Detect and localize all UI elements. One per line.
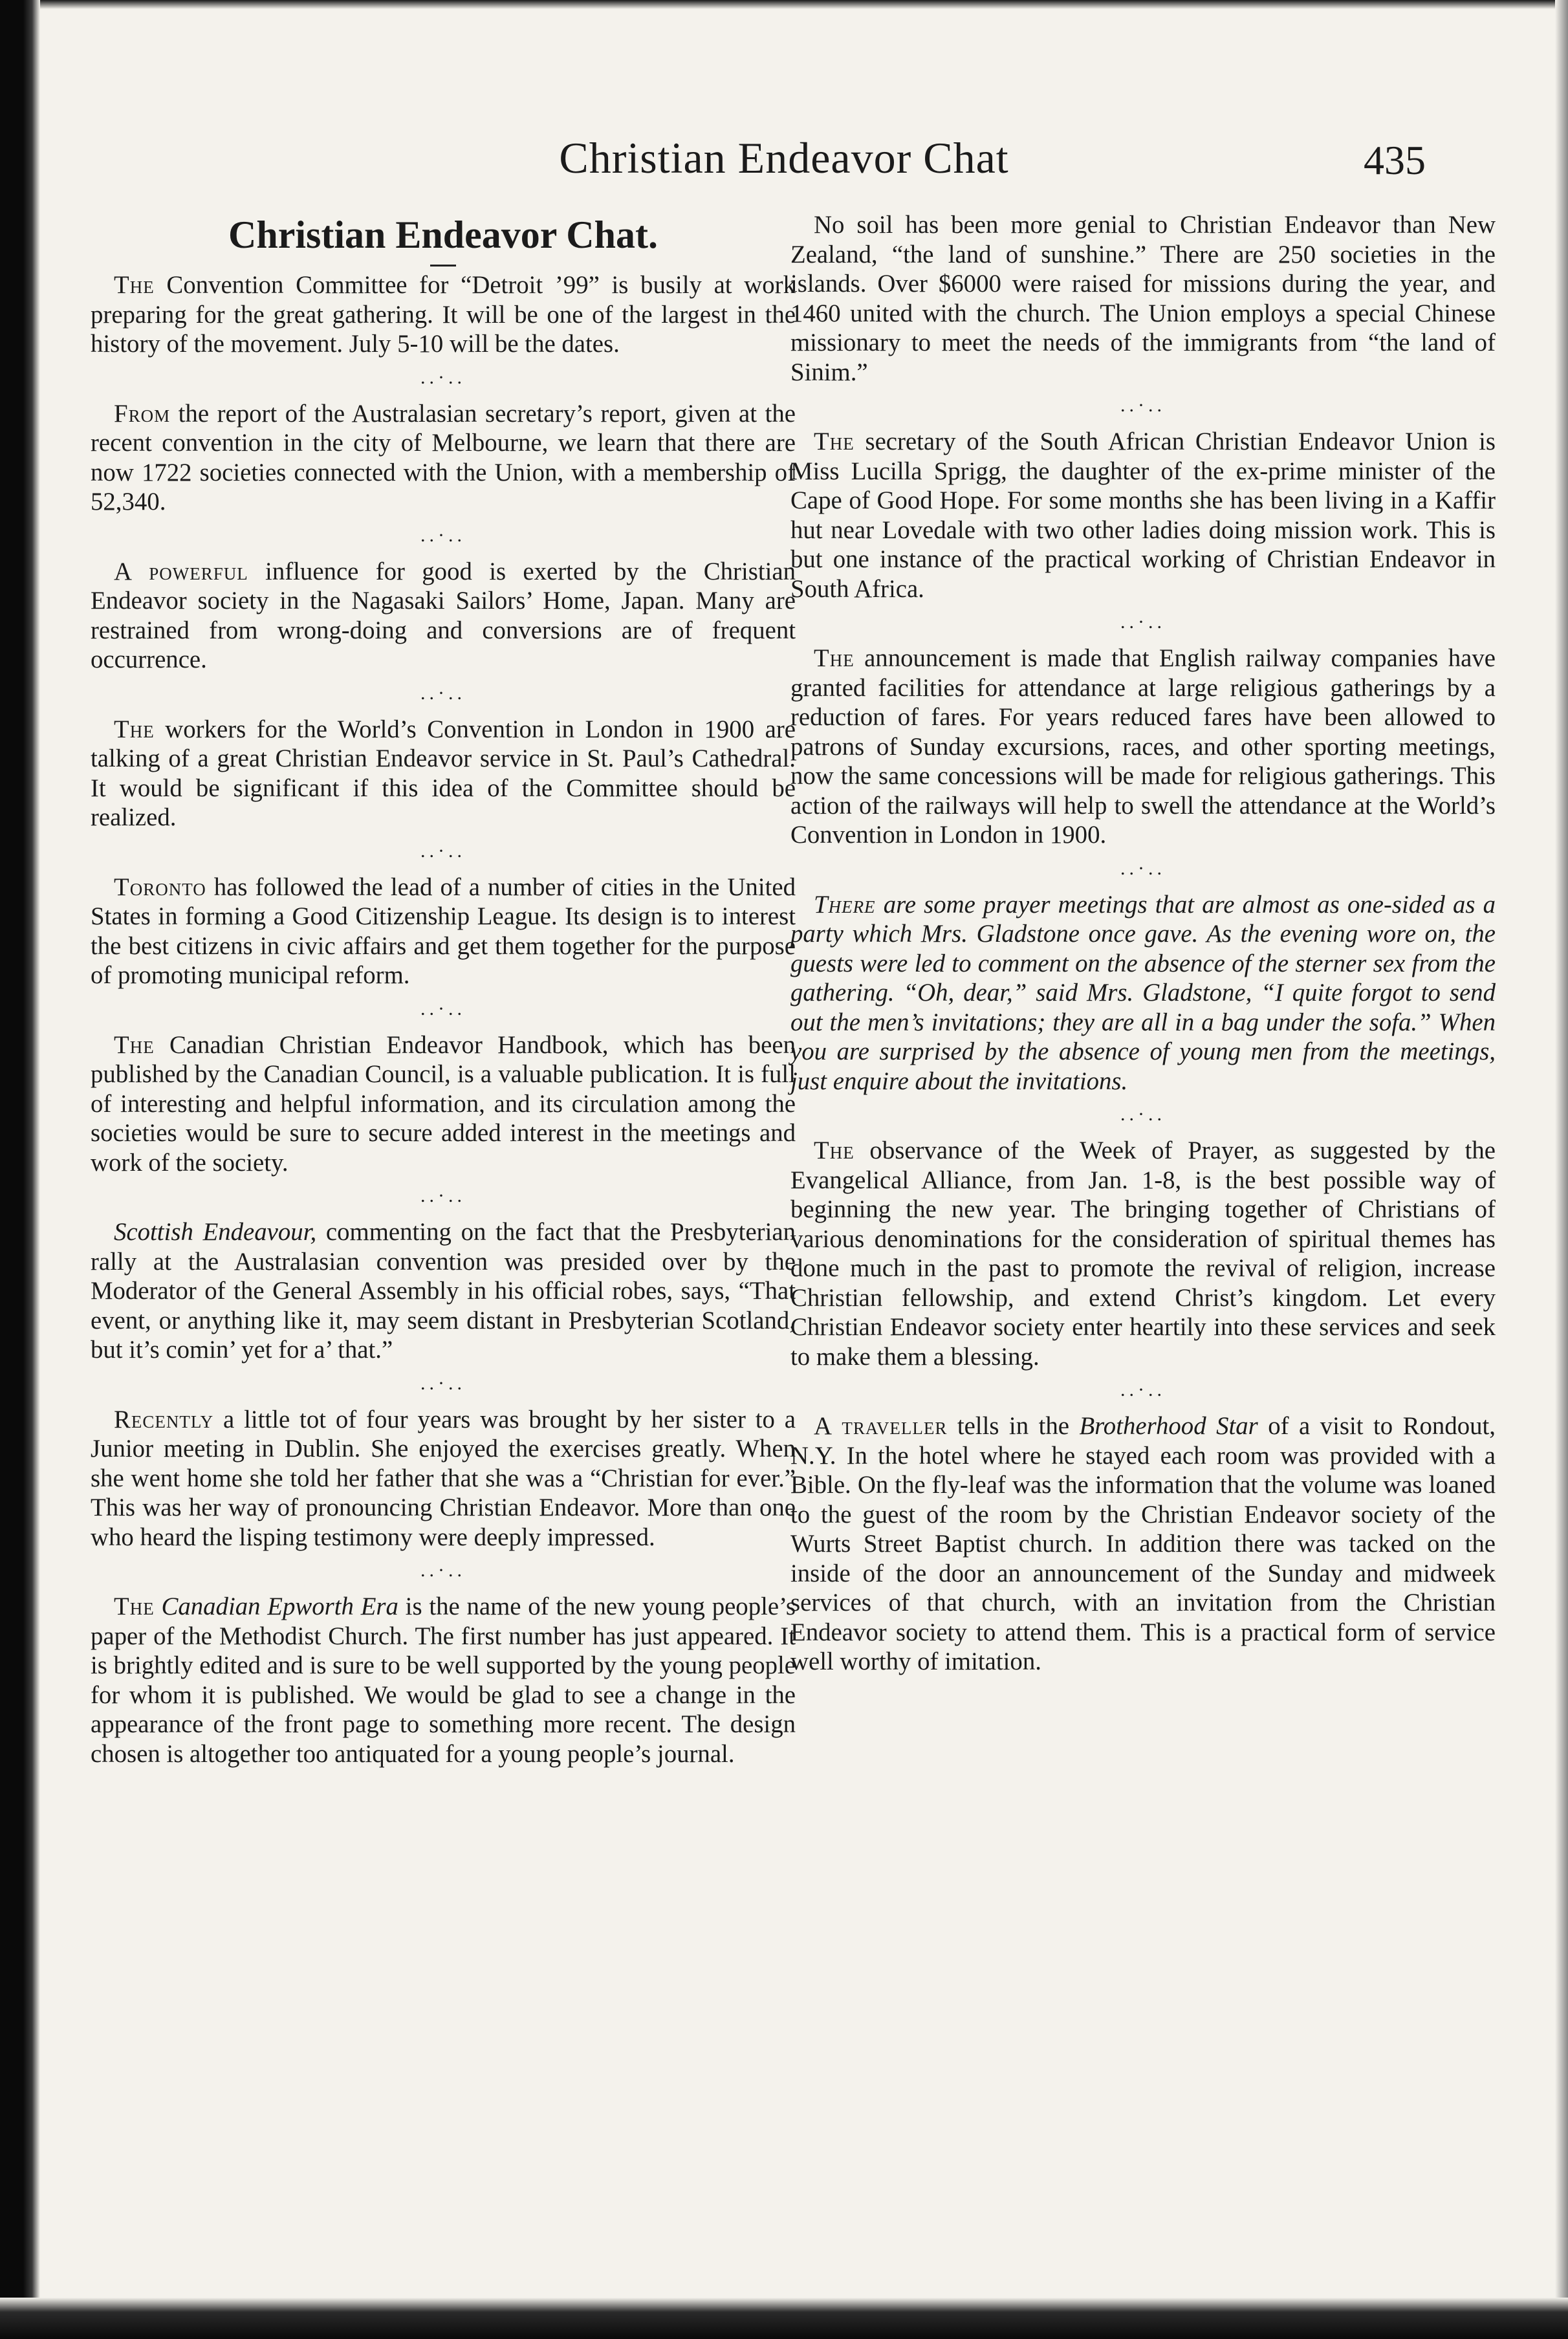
periodical-name: Brotherhood Star [1069, 1412, 1258, 1440]
page-top-shadow [0, 0, 1568, 9]
lead-word: There [814, 890, 876, 919]
separator: ..·.. [1120, 395, 1166, 416]
title-rule [430, 265, 456, 267]
page-bottom-shadow [0, 2298, 1568, 2339]
item-text: is the name of the new young people’s paper of the Methodist Church. The first number has just appeared. It is brightly edited and is sure to be well supported by the young people for whom it is published. We would be glad to see a change in the appearance of the front page to something more recent. The design chosen is altogether too antiquated for a young people’s journal. [91, 1593, 796, 1768]
page-right-edge [1555, 0, 1568, 2339]
lead-word: Recently [114, 1405, 214, 1433]
lead-word: The [114, 1030, 155, 1059]
running-head [0, 133, 1568, 197]
item-nagasaki [91, 557, 796, 675]
left-column [91, 210, 796, 2203]
item-dublin-junior [91, 1405, 796, 1552]
item-text: No soil has been more genial to Christian Endeavor than New Zealand, “the land of sunshine.” There are 250 societies in the islands. Over $6000 were raised for missions during the year, and 1460 united with the church. The Union employs a special Chinese missionary to meet the needs of the immigrants from “the land of Sinim.” [790, 211, 1496, 386]
item-detroit-convention [91, 270, 796, 359]
item-text: the report of the Australasian secretary’s report, given at the recent convention in the city of Melbourne, we learn that there are now 1722 societies connected with the Union, with a membership of 52,340. [91, 399, 796, 516]
item-text: commenting on the fact that the Presbyterian rally at the Australasian convention was presided over by the Moderator of the General Assembly in his official robes, says, “That event, or anything like it, may seem distant in Presbyterian Scotland, but it’s comin’ yet for a’ that.” [91, 1218, 796, 1364]
item-london-convention [91, 715, 796, 832]
separator: ..·.. [1120, 1379, 1166, 1400]
separator: ..·.. [420, 1560, 466, 1581]
lead-word: The [814, 644, 855, 672]
item-handbook [91, 1030, 796, 1178]
lead-word: The [114, 715, 155, 743]
item-text: a little tot of four years was brought by her sister to a Junior meeting in Dublin. She enjoyed the exercises greatly. When she went home she told her father that she was a “Christian for ever.” This was her way of pronouncing Christian Endeavor. More than one who heard the lisping testimony were deeply impressed. [91, 1405, 796, 1551]
item-text: tells in the [947, 1412, 1069, 1440]
lead-word: From [114, 399, 171, 428]
lead-italic: Scottish Endeavour, [114, 1218, 317, 1246]
item-south-africa [790, 427, 1496, 604]
separator: ..·.. [420, 366, 466, 388]
item-rondout-bible [790, 1411, 1496, 1677]
item-text: has followed the lead of a number of cities in the United States in forming a Good Citizenship League. Its design is to interest the best citizens in civic affairs and get them together for the purpose of promoting municipal reform. [91, 873, 796, 989]
separator: ..·.. [420, 682, 466, 704]
separator: ..·.. [420, 840, 466, 862]
lead-word: The [814, 1137, 855, 1164]
lead-word: A powerful [114, 557, 248, 585]
item-new-zealand [790, 210, 1496, 387]
right-column [790, 210, 1496, 2203]
item-text: observance of the Week of Prayer, as suggested by the Evangelical Alliance, from Jan. 1-8, is the best possible way of beginning the new year. The bringing together of Christians of various denominations for the consideration of spiritual themes has done much in the past to promote the revival of religion, increase Christian fellowship, and extend Christ’s kingdom. Let every Christian Endeavor society enter heartily into these services and seek to make them a blessing. [790, 1137, 1496, 1371]
separator: ..·.. [420, 1372, 466, 1394]
separator: ..·.. [1120, 1104, 1166, 1125]
item-text: influence for good is exerted by the Christian Endeavor society in the Nagasaki Sailors’ Home, Japan. Many are restrained from wrong-doing and conversions are of frequent occurrence. [91, 557, 796, 673]
item-australasian-report [91, 399, 796, 517]
item-toronto [91, 873, 796, 990]
separator: ..·.. [1120, 611, 1166, 633]
page-number: 435 [1364, 137, 1426, 183]
periodical-name: Canadian Epworth Era [154, 1593, 398, 1620]
lead-word: The [114, 271, 155, 299]
item-text: Convention Committee for “Detroit ’99” is busily at work preparing for the great gathering. It will be one of the largest in the history of the movement. July 5-10 will be the dates. [91, 271, 796, 358]
item-text: workers for the World’s Convention in London in 1900 are talking of a great Christian Endeavor service in St. Paul’s Cathedral. It would be significant if this idea of the Committee should be realized. [91, 715, 796, 831]
item-text: secretary of the South African Christian Endeavor Union is Miss Lucilla Sprigg, the daughter of the ex-prime minister of the Cape of Good Hope. For some months she has been living in a Kaffir hut near Lovedale with two other ladies doing mission work. This is but one instance of the practical working of Christian Endeavor in South Africa. [790, 428, 1496, 603]
separator: ..·.. [420, 997, 466, 1019]
item-text: Canadian Christian Endeavor Handbook, which has been published by the Canadian Council, is a valuable publication. It is full of interesting and helpful information, and its circulation among the societies would be sure to secure added interest in the meetings and work of the society. [91, 1030, 796, 1177]
item-scottish-endeavour [91, 1217, 796, 1365]
item-text: announcement is made that English railway companies have granted facilities for attendance at large religious gatherings by a reduction of fares. For years reduced fares have been allowed to patrons of Sunday excursions, races, and other sporting meetings, now the same concessions will be made for religious gatherings. This action of the railways will help to swell the attendance at the World’s Convention in London in 1900. [790, 644, 1496, 849]
item-text-continued: of a visit to Rondout, N.Y. In the hotel where he stayed each room was provided with a Bible. On the fly-leaf was the information that the volume was loaned to the guest of the room by the Christian Endeavor society of the Wurts Street Baptist church. In addition there was tacked on the inside of the door an announcement of the Sunday and midweek services of that church, with an invitation from the Christian Endeavor society to attend them. This is a practical form of service well worthy of imitation. [790, 1412, 1496, 1675]
article-title: Christian Endeavor Chat. [228, 213, 658, 256]
item-railway-fares [790, 644, 1496, 850]
item-epworth-era [91, 1592, 796, 1768]
separator: ..·.. [420, 524, 466, 546]
item-week-of-prayer [790, 1136, 1496, 1371]
item-gladstone [790, 890, 1496, 1096]
lead-word: A traveller [814, 1412, 948, 1440]
separator: ..·.. [420, 1185, 466, 1206]
running-title: Christian Endeavor Chat [559, 133, 1009, 182]
separator: ..·.. [1120, 857, 1166, 879]
lead-word: The [114, 1593, 155, 1620]
item-text: are some prayer meetings that are almost as one-sided as a party which Mrs. Gladstone once gave. As the evening wore on, the guests were led to comment on the absence of the sterner sex from the gathering. “Oh, dear,” said Mrs. Gladstone, “I quite forgot to send out the men’s invitations; they are all in a bag under the sofa.” When you are surprised by the absence of young men from the meetings, just enquire about the invitations. [790, 890, 1496, 1095]
lead-word: The [814, 428, 855, 455]
lead-word: Toronto [114, 873, 206, 901]
binding-shadow [0, 0, 40, 2339]
